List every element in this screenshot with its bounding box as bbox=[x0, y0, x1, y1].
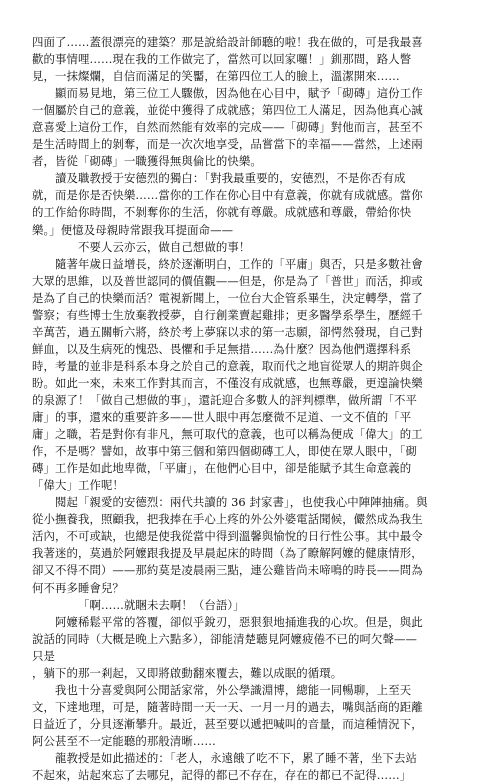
text-line: 作，不是嗎？譬如，故事中第三個和第四個砌磚工人，即使在眾人眼中，「砌 bbox=[32, 444, 417, 459]
text-line: 不要人云亦云，做自己想做的事！ bbox=[78, 239, 251, 254]
text-line: 何不再多睡會兒？ bbox=[32, 580, 124, 595]
text-line: 大眾的思維，以及普世認同的價值觀——但是，你是為了「普世」而活，抑或 bbox=[32, 273, 423, 288]
text-line: 從小撫養我，照顧我，把我捧在手心上疼的外公外婆電話聞候，儼然成為我生 bbox=[32, 512, 423, 527]
text-line: 只是 bbox=[32, 648, 55, 663]
text-line: 活內，不可或缺，也總是使我從當中得到溫馨與愉悅的日行性公事。其中最令 bbox=[32, 529, 423, 544]
text-line: 磚」工作是如此地卑微，「平庸」，在他們心目中，卻是能賦予其生命意義的 bbox=[32, 461, 412, 476]
text-line: 「偉大」工作呢！ bbox=[32, 478, 124, 493]
text-line: 阿嬤稀鬆平常的答覆，卻似乎銳刃，惡狠狠地捅進我的心坎。但是，與此 bbox=[55, 614, 423, 629]
text-line: 時，考量的並非是科系本身之於自己的意義，取而代之地盲從眾人的期許與企 bbox=[32, 358, 423, 373]
text-line: 閱起「親愛的安德烈：兩代共讀的 36 封家書」，也使我心中陣陣抽痛。與 bbox=[55, 495, 428, 510]
text-line: 讀及職教授于安德烈的獨白：「對我最重要的，安德烈，不是你否有成 bbox=[55, 171, 406, 186]
text-line: 龍教授是如此描述的：「老人，永遠餓了吃不下，累了睡不著，坐下去站 bbox=[55, 750, 418, 765]
text-line: 鮮血，以及生病死的愧恐、畏懼和手足無措……為什麼？因為他們選擇科系 bbox=[32, 341, 412, 356]
text-line: 說話的同時（大概是晚上六點多），卻能清楚聽見阿嬤疲倦不已的呵欠聲—— bbox=[32, 631, 417, 646]
text-line: 警察；有些博士生放棄教授夢，自行創業賣起雞排；更多醫學系學生，歷經千 bbox=[32, 307, 423, 322]
text-line: 四面了……蓋很漂亮的建築？那是說給設計師聽的啦！我在做的，可是我最喜 bbox=[32, 35, 423, 49]
text-line: 盼。如此一來，未來工作對其而言，不僅沒有成就感，也無尊嚴，更遑論快樂 bbox=[32, 375, 423, 390]
text-line: 庸」之職，若是對你有非凡，無可取代的意義，也可以稱為便成「偉大」的工 bbox=[32, 427, 423, 442]
text-line: 的泉源了！「做自己想做的事」，還託迎合多數人的評判標準，做所謂「不平 bbox=[32, 392, 417, 407]
text-line: 顯而易見地，第三位工人驟傲，因為他在心目中，賦予「砌磚」這份工作 bbox=[55, 86, 423, 101]
text-line: 是為了自己的快樂而活？電視新聞上，一位台大企管系畢生，決定轉學，當了 bbox=[32, 290, 423, 305]
text-line: 不起來，站起來忘了去哪兒，記得的都已不存在，存在的都已不記得……」 bbox=[32, 768, 412, 783]
text-line: 庸」的事，還來的重要許多——世人眼中再怎麼微不足道、一文不值的「平 bbox=[32, 410, 412, 425]
text-line: 就，而是你是否快樂……當你的工作在你心目中有意義，你就有成就感。當你 bbox=[32, 188, 423, 203]
text-line: 的工作給你時間，不剝奪你的生活，你就有尊嚴。成就感和尊嚴，帶給你快 bbox=[32, 205, 412, 220]
text-line: 文，下達地理，可是，隨著時間一天一天、一月一月的過去，嘴與話商的距離 bbox=[32, 699, 423, 714]
text-line: 我著迷的，莫過於阿嬤跟我提及早晨起床的時間（為了瞭解阿嬤的健康情形， bbox=[32, 546, 423, 561]
text-line: 意喜愛上這份工作，自然而然能有效率的完成——「砌磚」對他而言，甚至不 bbox=[32, 120, 423, 135]
text-line: 隨著年歲日益增長，終於逐漸明白，工作的「平庸」與否，只是多數社會 bbox=[55, 256, 423, 271]
text-line: 日益近了，分貝逐漸攀升。最近，甚至要以遞把喊叫的音量，而這種情況下， bbox=[32, 716, 423, 731]
text-line: ，躺下的那一剎起，又即將啟動翻來覆去，難以成眠的循環。 bbox=[32, 665, 343, 680]
text-line: 見，一抹燦爛，自信而滿足的笑靨，在第四位工人的臉上，溫潔開來…… bbox=[32, 69, 400, 84]
text-line: 一個屬於自己的意義，並從中獲得了成就感；第四位工人滿足，因為他真心誠 bbox=[32, 103, 423, 118]
text-line: 是生活時間上的剝奪，而是一次次地享受，品嘗當下的幸福——當然，上述兩 bbox=[32, 137, 423, 152]
text-line: 「啊……就睏未去啊！（台語）」 bbox=[78, 597, 245, 612]
text-line: 阿公甚至不一定能聽的那般清晰…… bbox=[32, 733, 216, 748]
text-line: 卻又不得不問）——那約莫是凌晨兩三點，連公雞皆尚未啼鳴的時長——問為 bbox=[32, 563, 423, 578]
text-line: 者，皆從「砌磚」一職獲得無與倫比的快樂。 bbox=[32, 154, 262, 169]
text-line: 樂。」便憶及母親時常跟我耳提面命—— bbox=[32, 222, 234, 237]
text-line: 歡的事情哩……現在我的工作做完了，當然可以回家囉！」釧那間，路人瞥 bbox=[32, 52, 412, 67]
text-line: 辛萬苦，過五關斬六將，終於考上夢寐以求的第一志願，卻愕然發現，自己對 bbox=[32, 324, 423, 339]
text-line: 我也十分喜愛與阿公閒話家常，外公學識淵博，總能一同暢聊，上至天 bbox=[55, 682, 412, 697]
